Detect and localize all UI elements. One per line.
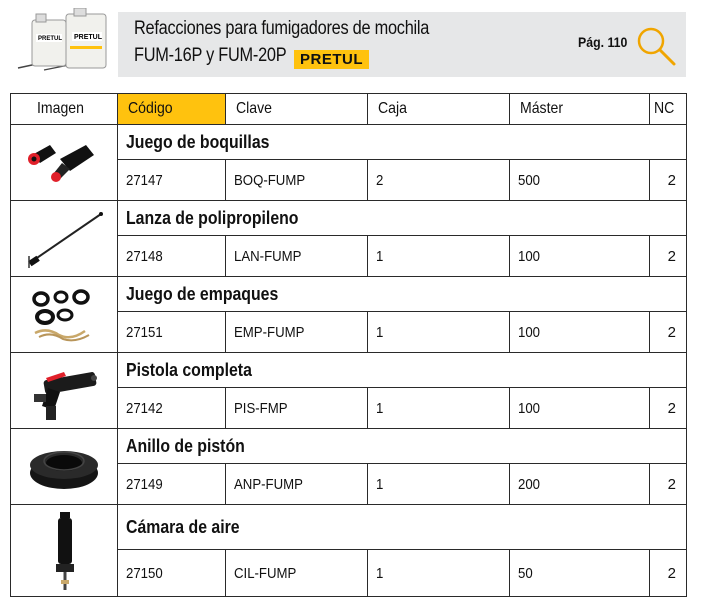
product-name-row [11, 353, 687, 388]
clave-cell: ANP-FUMP [226, 464, 368, 505]
lance-image [19, 206, 109, 272]
caja-cell: 1 [368, 464, 510, 505]
table-header-row [11, 94, 687, 125]
gaskets-image [29, 285, 99, 345]
product-image-cell [11, 505, 118, 597]
column-header-clave: Clave [226, 94, 368, 125]
product-name-row [11, 277, 687, 312]
clave-cell: PIS-FMP [226, 388, 368, 429]
thumb-brand-text: PRETUL [38, 36, 62, 42]
nc-cell: 2 [650, 550, 687, 597]
clave-cell: CIL-FUMP [226, 550, 368, 597]
nc-cell: 2 [650, 388, 687, 429]
column-header-codigo: Código [118, 94, 226, 125]
master-cell: 100 [510, 236, 650, 277]
parts-table [10, 93, 687, 597]
product-image-cell [11, 353, 118, 429]
column-header-imagen: Imagen [11, 94, 118, 125]
code-cell: 27151 [118, 312, 226, 353]
master-cell: 200 [510, 464, 650, 505]
code-cell: 27148 [118, 236, 226, 277]
product-image-cell [11, 125, 118, 201]
page-title: Refacciones para fumigadores de mochila [134, 18, 430, 39]
page-header [0, 0, 701, 86]
product-name: Lanza de polipropileno [118, 201, 687, 236]
clave-cell: LAN-FUMP [226, 236, 368, 277]
product-name-row [11, 201, 687, 236]
nc-cell: 2 [650, 160, 687, 201]
magnifier-icon[interactable] [634, 24, 678, 68]
air-chamber-image [34, 508, 94, 594]
product-name-row [11, 125, 687, 160]
nc-cell: 2 [650, 312, 687, 353]
product-image-cell [11, 201, 118, 277]
column-header-caja: Caja [368, 94, 510, 125]
clave-cell: EMP-FUMP [226, 312, 368, 353]
product-name: Juego de boquillas [118, 125, 687, 160]
product-name: Cámara de aire [118, 505, 687, 550]
nc-cell: 2 [650, 236, 687, 277]
page-number: Pág. 110 [578, 34, 628, 50]
column-header-master: Máster [510, 94, 650, 125]
sprayer-thumbnail [14, 8, 114, 74]
code-cell: 27147 [118, 160, 226, 201]
brand-badge: PRETUL [294, 50, 369, 69]
clave-cell: BOQ-FUMP [226, 160, 368, 201]
nc-cell: 2 [650, 464, 687, 505]
piston-ring-image [24, 437, 104, 497]
header-banner [118, 12, 686, 77]
product-name: Pistola completa [118, 353, 687, 388]
product-name-row [11, 505, 687, 550]
product-name-row [11, 429, 687, 464]
column-header-nc: NC [650, 94, 687, 125]
caja-cell: 1 [368, 312, 510, 353]
caja-cell: 1 [368, 550, 510, 597]
caja-cell: 1 [368, 388, 510, 429]
nozzles-image [24, 133, 104, 193]
spray-gun-image [24, 358, 104, 424]
caja-cell: 1 [368, 236, 510, 277]
product-image-cell [11, 429, 118, 505]
product-name: Juego de empaques [118, 277, 687, 312]
thumb-brand-text-2: PRETUL [74, 34, 102, 41]
product-name: Anillo de pistón [118, 429, 687, 464]
master-cell: 100 [510, 388, 650, 429]
code-cell: 27149 [118, 464, 226, 505]
master-cell: 50 [510, 550, 650, 597]
code-cell: 27142 [118, 388, 226, 429]
code-cell: 27150 [118, 550, 226, 597]
master-cell: 500 [510, 160, 650, 201]
caja-cell: 2 [368, 160, 510, 201]
master-cell: 100 [510, 312, 650, 353]
page-subtitle: FUM-16P y FUM-20P [134, 45, 287, 66]
product-image-cell [11, 277, 118, 353]
